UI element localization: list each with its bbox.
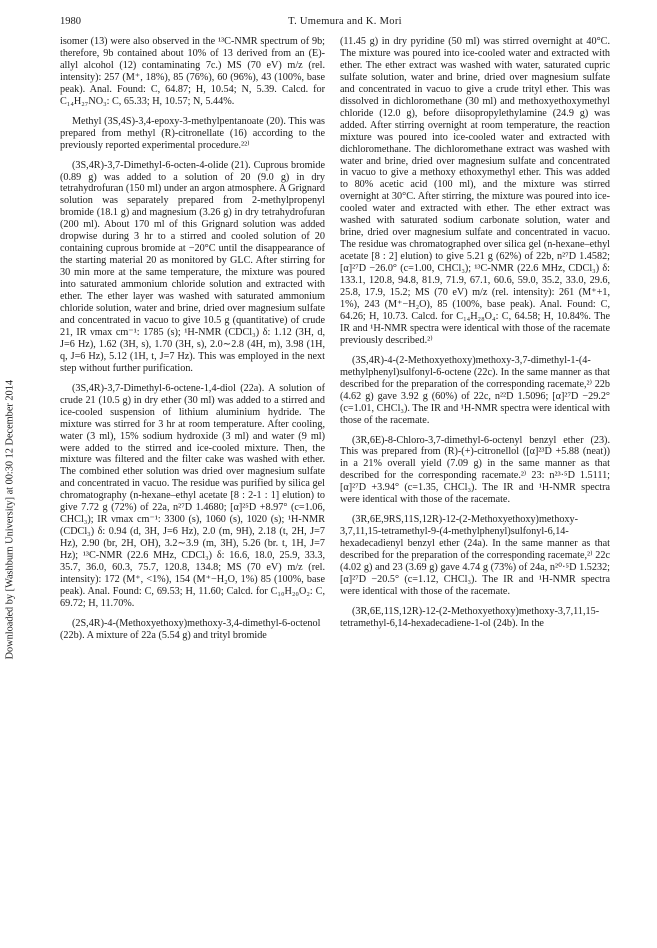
paragraph: (3R,6E,11S,12R)-12-(2-Methoxyethoxy)methoxy-3,7,11,15-tetramethyl-6,14-hexadecadiene-1-ol (24b). In the (340, 605, 600, 629)
left-column (60, 36, 325, 642)
paragraph: Methyl (3S,4S)-3,4-epoxy-3-methylpentanoate (20). This was prepared from methyl (R)-citronellate (16) according to the previously reported experimental procedure.²²⁾ (60, 115, 325, 151)
page-number: 1980 (60, 16, 81, 27)
download-notice-text: Downloaded by [Washburn University] at 00:30 12 December 2014 (4, 380, 16, 660)
paragraph: (3R,6E)-8-Chloro-3,7-dimethyl-6-octenyl benzyl ether (23). This was prepared from (R)-(+)-citronellol ([α]²³D +5.88 (neat)) in a 21% overall yield (7.09 g) in the same manner as that described for the corresponding racemate.²⁾ 23: n²³·⁵D 1.5111; [α]²⁷D +3.94° (c=1.35, CHCl₃). The IR and ¹H-NMR spectra were identical with those of the racemate. (340, 434, 610, 506)
paragraph: (3S,4R)-4-(2-Methoxyethoxy)methoxy-3,7-dimethyl-1-(4-methylphenyl)sulfonyl-6-octene (22c). In the same manner as that described for the preparation of the corresponding racemate,²⁾ 22b (4.62 g) gave 3.92 g (60%) of 22c, n²²D 1.5096; [α]²⁷D −29.2° (c=1.01, CHCl₃). The IR and ¹H-NMR spectra were identical with those of the racemate. (340, 354, 610, 426)
paragraph: (3S,4R)-3,7-Dimethyl-6-octen-4-olide (21). Cuprous bromide (0.89 g) was added to a solution of 20 (9.0 g) in dry tetrahydrofuran (150 ml) under an argon atmosphere. A Grignard solution was separately prepared from 2-methylpropenyl bromide (18.1 g) and magnesium (3.26 g) in dry tetrahydrofuran (200 ml). About 170 ml of this Grignard solution was added dropwise during 3 hr to a stirred and cooled solution of 20 containing cuprous bromide at −20°C until the disappearance of the starting material 20 as monitored by GLC. After stirring for 30 min more at the same temperature, the mixture was poured into saturated ammonium chloride solution and extracted with ether. The ether layer was washed with saturated ammonium chloride solution, water and brine, dried over magnesium sulfate and concentrated in vacuo to give 10.5 g (quantitative) of crude 21, IR νmax cm⁻¹: 1785 (s); ¹H-NMR (CDCl₃) δ: 1.12 (3H, d, J=6 Hz), 1.62 (3H, s), 1.70 (3H, s), 2.0∼2.8 (4H, m), 3.98 (1H, q, J=6 Hz), 5.12 (1H, t, J=7 Hz). This was employed in the next step without further purification. (60, 159, 325, 374)
paragraph: isomer (13) were also observed in the ¹³C-NMR spectrum of 9b; therefore, 9b contained about 10% of 13 derived from an (E)-allyl alcohol (12) contaminating 7c.) MS (70 eV) m/z (rel. intensity): 257 (M⁺, 18%), 85 (76%), 60 (96%), 43 (100%, base peak). Anal. Found: C, 64.87; H, 10.54; N, 5.39. Calcd. for C₁₄H₂₇NO₃: C, 65.33; H, 10.57; N, 5.44%. (60, 36, 325, 107)
download-notice (2, 380, 18, 940)
running-title: T. Umemura and K. Mori (288, 16, 402, 27)
paragraph: (3R,6E,9RS,11S,12R)-12-(2-Methoxyethoxy)methoxy-3,7,11,15-tetramethyl-9-(4-methylphenyl)sulfonyl-6,14-hexadecadienyl benzyl ether (24a). In the same manner as that described for the preparation of the corresponding racemate,²⁾ 22c (4.02 g) and 23 (3.69 g) gave 4.74 g (73%) of 24a, n²⁰·⁵D 1.5232; [α]²⁷D −20.5° (c=1.12, CHCl₃). The IR and ¹H-NMR spectra were identical with those of the racemate. (340, 514, 610, 597)
right-column (340, 36, 610, 630)
paragraph: (3S,4R)-3,7-Dimethyl-6-octene-1,4-diol (22a). A solution of crude 21 (10.5 g) in dry ether (30 ml) was added to a stirred and ice-cooled suspension of lithium aluminium hydride. The mixture was stirred for 3 hr at room temperature. After cooling, water (3 ml), 15% sodium hydroxide (3 ml) and water (9 ml) were added to the stirred and ice-cooled mixture. Then, the mixture was filtered and the filter cake was washed with ether. The combined ether solution was dried over magnesium sulfate and concentrated in vacuo. The residue was purified by silica gel chromatography (n-hexane–ethyl acetate [8 : 2-1 : 1] elution) to give 7.72 g (72%) of 22a, n²⁷D 1.4680; [α]²⁵D +8.97° (c=1.06, CHCl₃); IR νmax cm⁻¹: 3300 (s), 1060 (s), 1020 (s); ¹H-NMR (CDCl₃) δ: 0.94 (d, 3H, J=6 Hz), 2.0 (m, 9H), 2.18 (t, 2H, J=7 Hz), 2.90 (br, 2H, OH), 3.2∼3.9 (m, 3H), 5.26 (br. t, 1H, J=7 Hz); ¹³C-NMR (22.6 MHz, CDCl₃) δ: 16.6, 18.0, 25.9, 33.3, 35.7, 36.0, 60.3, 75.7, 120.8, 134.8; MS (70 eV) m/z (rel. intensity): 172 (M⁺, <1%), 154 (M⁺−H₂O, 1%) 85 (100%, base peak). Anal. Found: C, 69.53; H, 11.60; Calcd. for C₁₀H₂₀O₂: C, 69.72; H, 11.70%. (60, 382, 325, 609)
page-header (60, 16, 630, 30)
paragraph: (11.45 g) in dry pyridine (50 ml) was stirred overnight at 40°C. The mixture was poured into ice-cooled water and extracted with ether. The ether extract was washed with water, saturated cupric sulfate solution, water and brine, dried over magnesium sulfate and concentrated in vacuo to give a crude trityl ether. This was dissolved in dichloromethane (30 ml) and methoxyethoxymethyl chloride (12.0 g), before diisopropylethylamine (24.9 g) was added. After stirring overnight at room temperature, the reaction mixture was poured into ice-cooled water and extracted with dichloromethane. The dichloromethane extract was washed with water and brine, dried over magnesium sulfate and concentrated in vacuo to give a methoxy ethoxymethyl ether. This was added to 80% acetic acid (100 ml), and the mixture was stirred overnight at 30°C. After stirring, the mixture was poured into ice-cooled water and extracted with ether. The ether extract was washed with saturated sodium carbonate solution, water and brine, dried over magnesium sulfate and concentrated in vacuo. The residue was chromatographed over silica gel (n-hexane–ethyl acetate [8 : 2] elution) to give 5.21 g (62%) of 22b, n²⁷D 1.4582; [α]²⁷D −26.0° (c=1.00, CHCl₃); ¹³C-NMR (22.6 MHz, CDCl₃) δ: 133.1, 120.8, 94.8, 81.9, 71.9, 67.1, 60.6, 59.0, 35.2, 33.0, 29.6, 25.8, 17.9, 15.2; MS (70 eV) m/z (rel. intensity): 261 (M⁺+1, 1%), 243 (M⁺−H₂O), 85 (100%, base peak). Anal. Found: C, 64.26; H, 10.73. Calcd. for C₁₄H₂₈O₄: C, 64.58; H, 10.84%. The IR and ¹H-NMR spectra were identical with those of the racemate previously described.²⁾ (340, 36, 610, 346)
paragraph: (2S,4R)-4-(Methoxyethoxy)methoxy-3,4-dimethyl-6-octenol (22b). A mixture of 22a (5.54 g) and trityl bromide (60, 617, 321, 641)
